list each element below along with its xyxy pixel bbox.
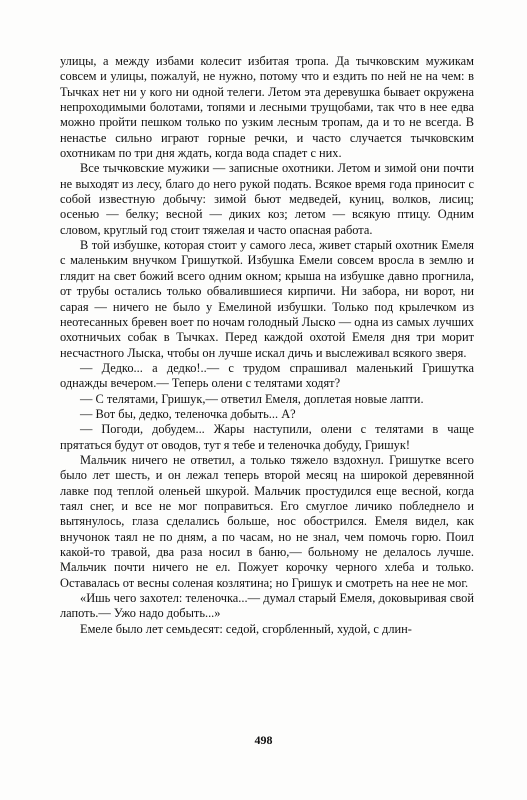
paragraph: — С телятами, Гришук,— ответил Емеля, доплетая новые лапти.: [80, 391, 424, 406]
paragraph: Мальчик ничего не ответил, а только тяжело вздохнул. Гришутке всего было лет шесть, и он лежал теперь второй месяц на широкой деревянной лавке под теплой оленьей шкурой. Мальчик простудился еще весной, когда таял снег, и все не мог поправиться. Его смуглое личико побледнело и вытянулось, глаза сделались больше, нос обострился. Емеля видел, как внучонок таял не по дням, а по часам, но не знал, чем помочь горю. Поил какой-то травой, два раза носил в баню,— больному не делалось лучше. Мальчик почти ничего не ел. Пожует корочку черного хлеба и только. Оставалась от весны соленая козлятина; но Гришук и смотреть на нее не мог.: [60, 452, 474, 590]
paragraph: Все тычковские мужики — записные охотники. Летом и зимой они почти не выходят из лесу, благо до него рукой подать. Всякое время года приносит с собой известную добычу: зимой бьют медведей, куниц, волков, лисиц; осенью — белку; весной — диких коз; летом — всякую птицу. Одним словом, круглый год стоит тяжелая и часто опасная работа.: [60, 161, 474, 237]
paragraph: В той избушке, которая стоит у самого леса, живет старый охотник Емеля с маленьким внучком Гришуткой. Избушка Емели совсем вросла в землю и глядит на свет божий всего одним окном; крыша на избушке давно прогнила, от трубы остались только обвалившиеся кирпичи. Ни забора, ни ворот, ни сарая — ничего не было у Емелиной избушки. Только под крылечком из неотесанных бревен воет по ночам голодный Лыско — одна из самых лучших охотничьих собак в Тычках. Перед каждой охотой Емеля дня три морит несчастного Лыска, чтобы он лучше искал дичь и выслеживал всякого зверя.: [60, 238, 474, 360]
paragraph: — Погоди, добудем... Жары наступили, олени с телятами в чаще прятаться будут от оводов, тут я тебе и теленочка добуду, Гришук!: [60, 422, 474, 452]
paragraph: — Дедко... а дедко!..— с трудом спрашивал маленький Гришутка однажды вечером.— Теперь олени с телятами ходят?: [60, 360, 474, 391]
page-number: 498: [254, 733, 273, 747]
paragraph: — Вот бы, дедко, теленочка добыть... А?: [80, 406, 296, 421]
paragraph: улицы, а между избами колесит избитая тропа. Да тычковским мужикам совсем и улицы, пожалуй, не нужно, потому что и ездить по ней не на чем: в Тычках нет ни у кого ни одной телеги. Летом эта деревушка бывает окружена непроходимыми болотами, топями и лесными трущобами, так что в нее едва можно пройти пешком только по узким лесным тропам, да и то не всегда. В ненастье сильно играют горные речки, и часто случается тычковским охотникам по три дня ждать, когда вода спадет с них.: [60, 54, 474, 161]
paragraph: «Ишь чего захотел: теленочка...— думал старый Емеля, доковыривая свой лапоть.— Ужо надо добыть...»: [60, 591, 474, 621]
page-text: [60, 54, 474, 637]
paragraph: Емеле было лет семьдесят: седой, сгорбленный, худой, с длин-: [80, 621, 412, 636]
